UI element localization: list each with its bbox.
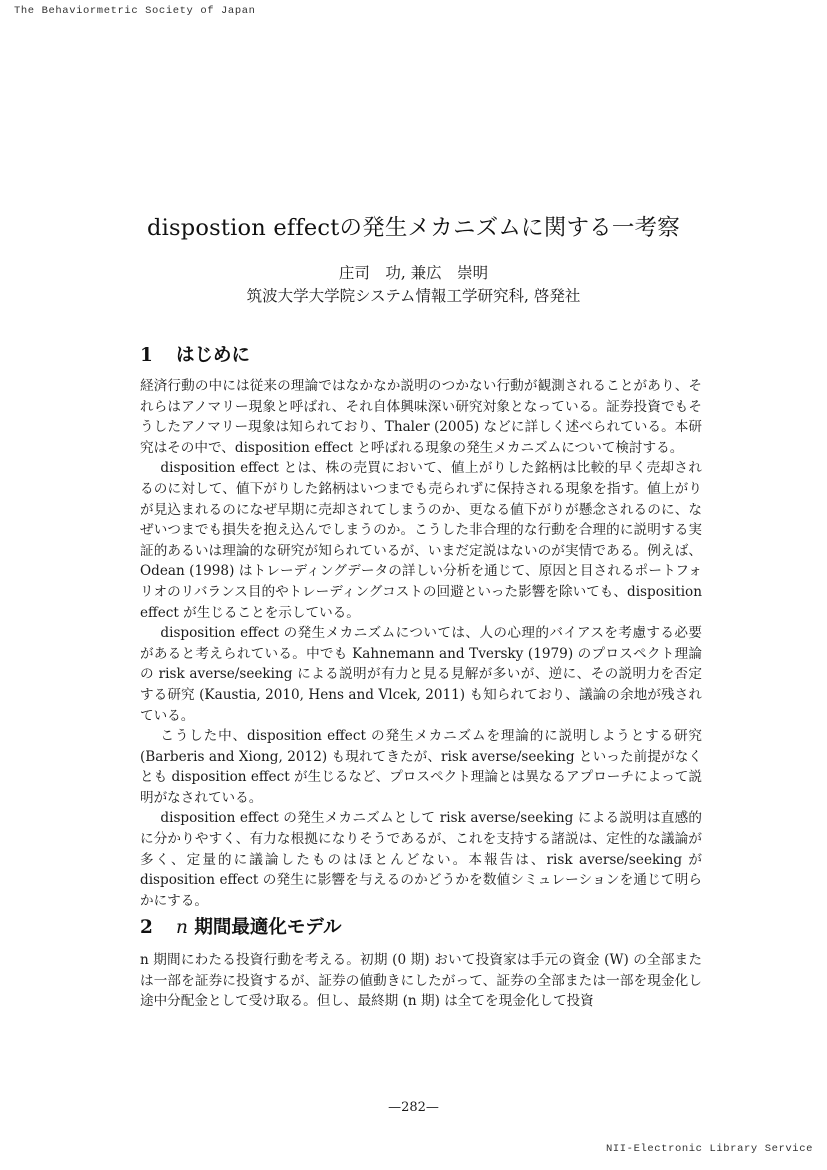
section-heading-2 <box>140 913 341 939</box>
page-number: —282— <box>388 1100 439 1115</box>
library-footer: NII-Electronic Library Service <box>605 1143 813 1155</box>
paragraph: disposition effect の発生メカニズムとして risk averse/seeking による説明は直感的に分かりやすく、有力な根拠になりそうであるが、これを支持する諸説は、定性的な議論が多く、定量的に議論したものはほとんどない。本報告は、risk averse/seeking が disposition effect の発生に影響を与えるのかどうかを数値シミュレーションを通じて明らかにする。 <box>140 810 702 909</box>
paragraph: 経済行動の中には従来の理論ではなかなか説明のつかない行動が観測されることがあり、それらはアノマリー現象と呼ばれ、それ自体興味深い研究対象となっている。証券投資でもそうしたアノマリー現象は知られており、Thaler (2005) などに詳しく述べられている。本研究はその中で、disposition effect と呼ばれる現象の発生メカニズムについて検討する。 <box>140 378 702 456</box>
section-title: 期間最適化モデル <box>194 917 342 938</box>
paper-title: dispostion effectの発生メカニズムに関する一考察 <box>147 215 680 241</box>
section-number: 2 <box>140 917 153 938</box>
paper-affiliation: 筑波大学大学院システム情報工学研究科, 啓発社 <box>246 287 581 305</box>
paper-authors: 庄司 功, 兼広 崇明 <box>338 264 489 282</box>
society-header: The Behaviormetric Society of Japan <box>14 5 256 17</box>
section-body-1 <box>140 376 702 911</box>
section-heading-1 <box>140 341 250 367</box>
section-number: 1 <box>140 345 153 366</box>
paragraph: disposition effect とは、株の売買において、値上がりした銘柄は比較的早く売却されるのに対して、値下がりした銘柄はいつまでも売られずに保持される現象を指す。値上がりが見込まれるのになぜ早期に売却されてしまうのか、更なる値下がりが懸念されるのに、なぜいつまでも損失を抱え込んでしまうのか。こうした非合理的な行動を合理的に説明する実証的あるいは理論的な研究が知られているが、いまだ定説はないのが実情である。例えば、Odean (1998) はトレーディングデータの詳しい分析を通じて、原因と目されるポートフォリオのリバランス目的やトレーディングコストの回避といった影響を除いても、disposition effect が生じることを示している。 <box>140 460 702 621</box>
section-title-math: n <box>176 917 188 938</box>
paragraph: disposition effect の発生メカニズムについては、人の心理的バイアスを考慮する必要があると考えられている。中でも Kahnemann and Tversky (1979) のプロスペクト理論の risk averse/seeking による説明が有力と見る見解が多いが、逆に、その説明力を否定する研究 (Kaustia, 2010, Hens and Vlcek, 2011) も知られており、議論の余地が残されている。 <box>140 625 702 724</box>
paragraph: n 期間にわたる投資行動を考える。初期 (0 期) おいて投資家は手元の資金 (W) の全部または一部を証券に投資するが、証券の値動きにしたがって、証券の全部または一部を現金化し途中分配金として受け取る。但し、最終期 (n 期) は全てを現金化して投資 <box>140 952 702 1010</box>
paragraph: こうした中、disposition effect の発生メカニズムを理論的に説明しようとする研究 (Barberis and Xiong, 2012) も現れてきたが、risk averse/seeking といった前提がなくとも disposition effect が生じるなど、プロスペクト理論とは異なるアプローチによって説明がなされている。 <box>140 728 702 806</box>
section-body-2 <box>140 950 702 1012</box>
section-title: はじめに <box>176 345 251 366</box>
